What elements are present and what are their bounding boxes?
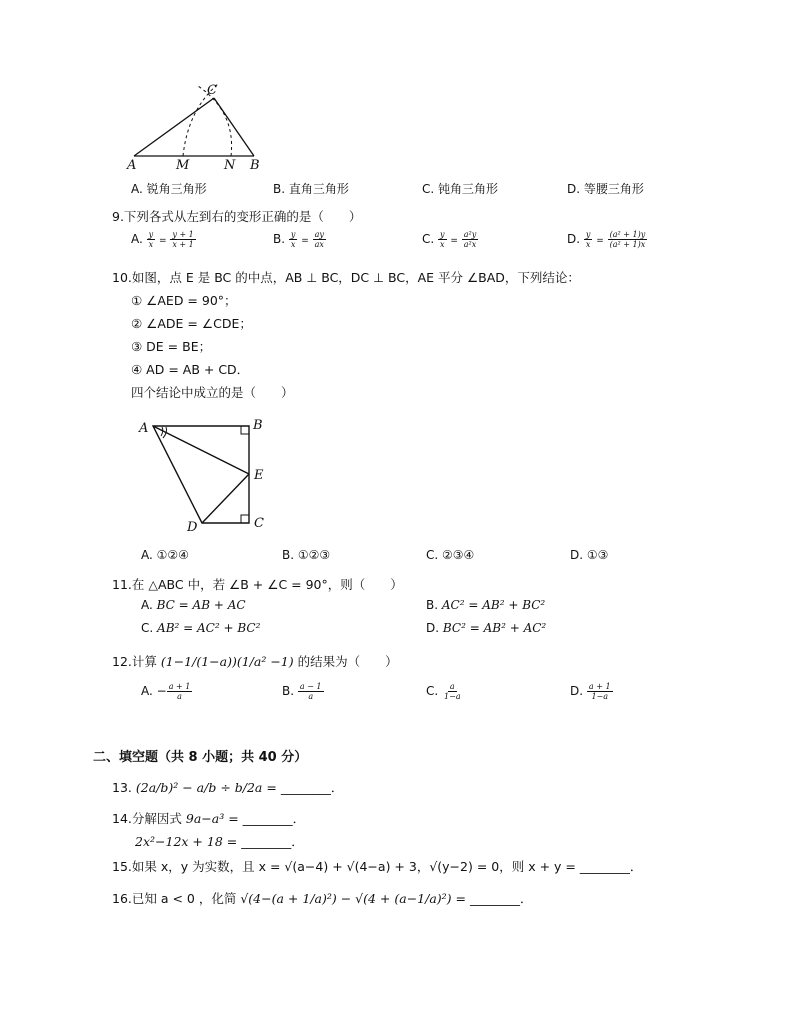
- q10-item-2: ② ∠ADE = ∠CDE；: [131, 316, 252, 331]
- q13: [112, 778, 343, 796]
- option-text: ②③④: [442, 548, 475, 562]
- frac-num: a²y: [463, 230, 477, 239]
- right-angle-b: [241, 426, 249, 434]
- frac-num: y: [290, 230, 296, 239]
- option-text: AB² = AC² + BC²: [157, 621, 261, 635]
- option-text: 直角三角形: [288, 182, 349, 196]
- segment-ae: [153, 426, 249, 474]
- q14-line-2: [135, 832, 304, 850]
- frac-num: a + 1: [588, 682, 611, 691]
- option-text: AC² = AB² + BC²: [441, 598, 546, 612]
- option-key: A.: [141, 684, 153, 698]
- option-key: D.: [567, 232, 581, 246]
- frac-den: a²x: [463, 240, 477, 249]
- q16-expression: √(4−(a + 1/a)²) − √(4 + (a−1/a)²) =: [240, 891, 467, 906]
- option-key: C.: [141, 621, 154, 635]
- label-d: D: [187, 520, 198, 535]
- q10-option-b[interactable]: [282, 548, 330, 562]
- frac-num: a: [449, 682, 455, 691]
- right-angle-c: [241, 515, 249, 523]
- q15-blank[interactable]: ________．: [579, 859, 643, 874]
- q13-blank[interactable]: ________．: [280, 780, 344, 795]
- angle-mark-a: [161, 427, 163, 436]
- frac-num: y + 1: [172, 230, 194, 239]
- q9-option-c[interactable]: C. $\frac{y}{x}$ = $\frac{\text{a²y}}{\text{a²x}}$: [422, 230, 477, 249]
- q9-option-d[interactable]: D. $\frac{y}{x}$ = $\frac{\text{(a² + 1)y}}{\text{(a² + 1)x}}$: [567, 230, 646, 249]
- frac-num: y: [585, 230, 591, 239]
- q12-stem-pre: 12.计算: [112, 654, 157, 669]
- q11-stem: 11.在 △ABC 中，若 ∠B + ∠C = 90°，则（ ）: [112, 577, 403, 592]
- q12-option-a[interactable]: [141, 682, 192, 701]
- frac-den: x: [290, 240, 296, 249]
- label-a: A: [139, 421, 149, 436]
- option-text: 锐角三角形: [146, 182, 207, 196]
- option-key: A.: [141, 598, 153, 612]
- q10-item-4: ④ AD = AB + CD．: [131, 362, 250, 377]
- frac-den: a: [177, 692, 182, 701]
- q11-option-a[interactable]: [141, 598, 246, 612]
- q16-blank[interactable]: ________．: [470, 891, 533, 906]
- option-key: D.: [570, 548, 584, 562]
- label-e: E: [254, 468, 264, 483]
- q16-text: 16.已知 a < 0 ，化简: [112, 891, 237, 906]
- frac-den: x: [585, 240, 591, 249]
- option-text: 钝角三角形: [438, 182, 499, 196]
- option-key: C.: [426, 548, 439, 562]
- q12-option-b[interactable]: [282, 682, 324, 701]
- frac-num: a + 1: [168, 682, 191, 691]
- label-c: C: [254, 516, 264, 531]
- frac-den: 1−a: [444, 692, 461, 701]
- option-key: C.: [426, 684, 439, 698]
- option-key: D.: [570, 684, 584, 698]
- frac-den: (a² + 1)x: [609, 240, 646, 249]
- option-sign: −: [156, 684, 167, 698]
- frac-num: y: [440, 230, 445, 239]
- option-text: BC² = AB² + AC²: [442, 621, 547, 635]
- option-key: D.: [567, 182, 581, 196]
- q13-expression: (2a/b)² − a/b ÷ b/2a =: [135, 780, 277, 795]
- frac-num: ay: [314, 230, 324, 239]
- frac-den: x + 1: [172, 240, 194, 249]
- q10-item-3: ③ DE = BE；: [131, 339, 212, 354]
- q14-expression-2: 2x²−12x + 18 =: [135, 834, 238, 849]
- label-n: N: [224, 158, 236, 173]
- option-key: D.: [426, 621, 440, 635]
- option-key: A.: [141, 548, 153, 562]
- option-key: B.: [282, 684, 295, 698]
- q12-option-d[interactable]: [570, 682, 613, 701]
- q10-option-c[interactable]: [426, 548, 474, 562]
- q9-option-a[interactable]: A. $\frac{y}{x}$ = $\frac{y + 1}{x + 1}$: [131, 230, 194, 249]
- q10-option-d[interactable]: [570, 548, 608, 562]
- frac-den: x: [148, 240, 154, 249]
- option-text: ①②④: [156, 548, 189, 562]
- q11-option-c[interactable]: [141, 621, 260, 635]
- q12-stem: [112, 652, 398, 670]
- option-key: A.: [131, 232, 143, 246]
- q14-blank-1[interactable]: ________．: [242, 811, 306, 826]
- quad-outline: [153, 426, 249, 523]
- option-key: C.: [422, 182, 435, 196]
- label-b: B: [253, 418, 263, 433]
- q10-option-a[interactable]: [141, 548, 189, 562]
- option-key: C.: [422, 232, 435, 246]
- frac-den: ax: [314, 240, 324, 249]
- q11-option-d[interactable]: [426, 621, 546, 635]
- q12-expression: (1−1/(1−a))(1/a² −1): [160, 654, 294, 669]
- frac-den: x: [440, 240, 445, 249]
- option-key: B.: [282, 548, 295, 562]
- option-text: ①③: [586, 548, 609, 562]
- frac-num: (a² + 1)y: [609, 230, 646, 239]
- q12-option-c[interactable]: [426, 682, 463, 701]
- q15: [112, 857, 642, 875]
- frac-den: 1−a: [591, 692, 608, 701]
- section-title: 二、填空题（共 8 小题；共 40 分）: [93, 750, 308, 765]
- q10-ask: 四个结论中成立的是（ ）: [131, 385, 294, 400]
- q16: [112, 889, 533, 907]
- q9-option-b[interactable]: B. $\frac{y}{x}$ = $\frac{ay}{ax}$: [273, 230, 324, 249]
- segment-de: [202, 474, 249, 523]
- q12-stem-post: 的结果为（ ）: [297, 654, 398, 669]
- q10-stem: 10.如图，点 E 是 BC 的中点，AB ⊥ BC，DC ⊥ BC，AE 平分 ∠BAD，下列结论：: [112, 270, 580, 285]
- q14-expression-1: 9a−a³ =: [185, 811, 239, 826]
- option-key: B.: [273, 232, 286, 246]
- q14-blank-2[interactable]: ________．: [241, 834, 304, 849]
- option-text: 等腰三角形: [583, 182, 644, 196]
- label-m: M: [176, 158, 190, 173]
- q10-item-1: ① ∠AED = 90°；: [131, 293, 237, 308]
- q9-stem: 9.下列各式从左到右的变形正确的是（ ）: [112, 209, 362, 224]
- option-text: ①②③: [297, 548, 331, 562]
- q15-text: 15.如果 x，y 为实数，且 x = √(a−4) + √(4−a) + 3，√(y−2) = 0，则 x + y =: [112, 859, 576, 874]
- frac-den: a: [308, 692, 314, 701]
- frac-num: a − 1: [299, 682, 322, 691]
- label-a: A: [127, 158, 137, 173]
- frac-num: y: [148, 230, 154, 239]
- q14-label: 14.分解因式: [112, 811, 182, 826]
- q13-label: 13.: [112, 780, 132, 795]
- option-key: A.: [131, 182, 143, 196]
- option-key: B.: [273, 182, 286, 196]
- q14-line-1: [112, 809, 305, 827]
- option-text: BC = AB + AC: [156, 598, 246, 612]
- label-c: C: [207, 83, 217, 98]
- option-key: B.: [426, 598, 439, 612]
- q11-option-b[interactable]: [426, 598, 545, 612]
- label-b: B: [250, 158, 260, 173]
